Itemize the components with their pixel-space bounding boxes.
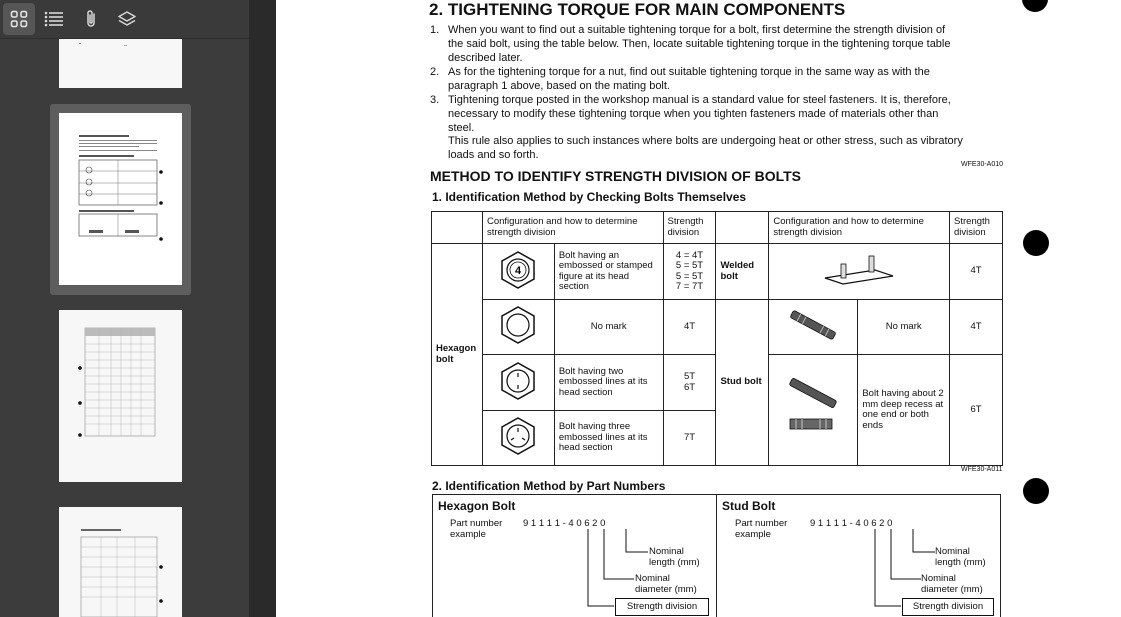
list-icon [44,10,64,28]
paragraph-2-line-1: As for the tightening torque for a nut, find out suitable tightening torque in the same way as with the [448,66,930,78]
stud2-strength: 6T [950,355,1003,466]
stud1-strength: 4T [950,300,1003,355]
page-thumbnail-2[interactable] [59,113,182,285]
row2-description: No mark [554,300,663,355]
page-title: 2. TIGHTENING TORQUE FOR MAIN COMPONENTS [429,0,846,19]
page-thumbnail-3[interactable] [59,310,182,482]
paragraph-1-line-2: the said bolt, using the table below. Then, locate suitable tightening torque in the tightening torque table [448,38,951,50]
three-lines-figure-cell [482,411,554,466]
binder-hole-2 [1023,230,1049,256]
paragraph-3-line-3: steel. [448,122,475,134]
header-blank-right [716,212,769,244]
bolt-head-figure-cell [482,244,554,300]
paragraph-2-line-2: paragraph 1 above, based on the mating bolt. [448,80,670,92]
no-mark-figure-cell [482,300,554,355]
layers-button[interactable] [111,3,143,35]
paragraph-3-line-2: necessary to modify these tightening torque when you tighten fasteners made of materials other than [448,108,939,120]
hexagon-bolt-label: Hexagon bolt [432,244,483,466]
stud1-description: No mark [858,300,950,355]
page-thumbnail-4-preview [59,507,182,617]
attachments-button[interactable] [75,3,107,35]
bolt-strength-table [431,211,1003,466]
welded-bolt-strength: 4T [950,244,1003,300]
list-number-2: 2. [430,66,440,78]
subsection-heading-1: 1. Identification Method by Checking Bolts Themselves [432,190,747,204]
stud-part-label: Part number example [735,518,788,540]
hexagon-nominal-diameter: Nominal diameter (mm) [635,573,697,595]
row3-strength: 5T 6T [663,355,716,411]
reference-code-2: WFE30-A011 [961,466,1003,473]
row1-strength: 4 = 4T 5 = 5T 5 = 5T 7 = 7T [663,244,716,300]
layers-icon [117,10,137,28]
row4-description: Bolt having three embossed lines at its head section [554,411,663,466]
stud-recess-figure-cell [769,355,858,466]
page-thumbnail-1-preview [59,39,182,88]
row4-strength: 7T [663,411,716,466]
list-number-1: 1. [430,24,440,36]
note-line-2: loads and so forth. [448,149,539,161]
thumbnails-button[interactable] [3,3,35,35]
stud-bolt-recess-icon [778,373,848,443]
hex-bolt-three-lines-icon [498,416,538,456]
sidebar-toolbar [0,0,249,39]
header-strength-left: Strength division [663,212,716,244]
hexagon-part-number: 9 1 1 1 1 - 4 0 6 2 0 [523,518,606,529]
stud-part-number: 9 1 1 1 1 - 4 0 6 2 0 [810,518,893,529]
hexagon-strength-division: Strength division [615,598,709,616]
welded-bolt-icon [819,250,899,290]
paragraph-1-line-3: described later. [448,52,523,64]
paragraph-3-line-1: Tightening torque posted in the workshop manual is a standard value for steel fasteners. It is, therefore, [448,94,951,106]
row2-strength: 4T [663,300,716,355]
binder-hole-3 [1023,478,1049,504]
hexagon-part-title: Hexagon Bolt [438,499,516,513]
paperclip-icon [83,9,99,29]
page-thumbnail-3-preview [59,310,182,482]
paragraph-1-line-1: When you want to find out a suitable tightening torque for a bolt, first determine the strength division of [448,24,946,36]
grid-icon [10,10,28,28]
note-line-1: This rule also applies to such instances where bolts are undergoing heat or other stress, such as vibratory [448,135,963,147]
two-lines-figure-cell [482,355,554,411]
stud-no-mark-figure-cell [769,300,858,355]
document-page [276,0,1121,617]
row3-description: Bolt having two embossed lines at its head section [554,355,663,411]
svg-text:4: 4 [515,264,522,277]
stud-strength-division: Strength division [902,598,994,616]
stud2-description: Bolt having about 2 mm deep recess at one end or both ends [858,355,950,466]
section-heading: METHOD TO IDENTIFY STRENGTH DIVISION OF BOLTS [430,168,802,184]
row1-description: Bolt having an embossed or stamped figure at its head section [554,244,663,300]
hex-bolt-plain-icon [498,305,538,345]
header-config-right: Configuration and how to determine strength division [769,212,950,244]
table-corner-cell [432,212,483,244]
stud-part-title: Stud Bolt [722,499,776,513]
outline-button[interactable] [38,3,70,35]
hexagon-nominal-length: Nominal length (mm) [649,546,700,568]
welded-bolt-label: Welded bolt [716,244,769,300]
stud-nominal-diameter: Nominal diameter (mm) [921,573,983,595]
welded-bolt-figure-cell [769,244,950,300]
page-thumbnail-1[interactable] [59,39,182,88]
stud-nominal-length: Nominal length (mm) [935,546,986,568]
hex-bolt-stamped-icon [498,250,538,290]
stud-bolt-icon [783,310,843,340]
stud-bolt-label: Stud bolt [716,300,769,466]
header-strength-right: Strength division [950,212,1003,244]
subsection-heading-2: 2. Identification Method by Part Numbers [432,479,666,493]
hex-bolt-two-lines-icon [498,361,538,401]
page-thumbnail-4[interactable] [59,507,182,617]
binder-hole-1 [1022,0,1048,12]
header-config-left: Configuration and how to determine strength division [482,212,663,244]
page-thumbnail-2-preview [59,113,182,285]
list-number-3: 3. [430,94,440,106]
hexagon-part-label: Part number example [450,518,503,540]
reference-code-1: WFE30-A010 [961,161,1004,168]
thumbnail-sidebar [0,0,249,617]
sidebar-splitter[interactable] [249,0,276,617]
